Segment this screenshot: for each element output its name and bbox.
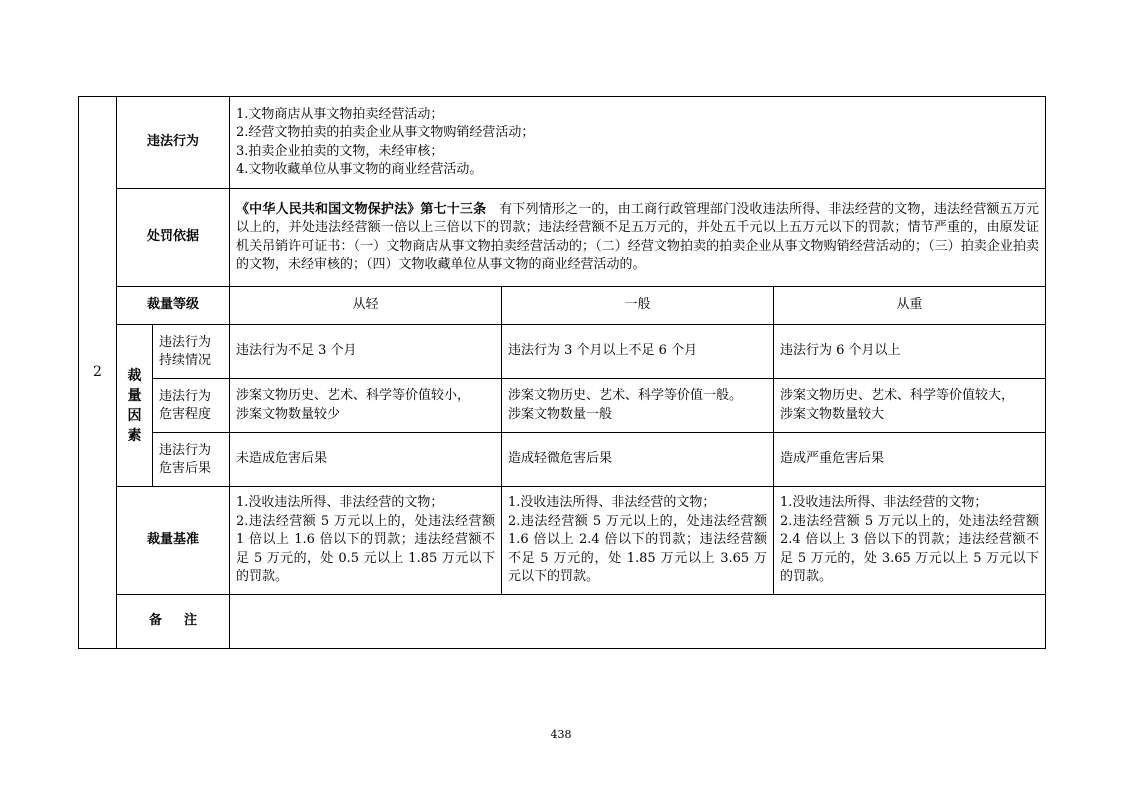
remark-row	[79, 595, 1046, 649]
row-number: 2	[79, 97, 117, 649]
factor-value-normal: 造成轻微危害后果	[502, 433, 774, 487]
remark-label: 备注	[117, 595, 230, 649]
factor-row-duration	[79, 325, 1046, 379]
law-text: 有下列情形之一的，由工商行政管理部门没收违法所得、非法经营的文物，违法经营额五万元以上的，并处违法经营额一倍以上三倍以下的罚款；违法经营额不足五万元的，并处五千元以上五万元以下的罚款；情节严重的，由原发证机关吊销许可证书：（一）文物商店从事文物拍卖经营活动的；（二）经营文物拍卖的拍卖企业从事文物购销经营活动的；（三）拍卖企业拍卖的文物，未经审核的；（四）文物收藏单位从事文物的商业经营活动的。	[236, 201, 1040, 272]
factor-value-line: 涉案文物历史、艺术、科学等价值一般。	[508, 388, 743, 403]
penalty-discretion-table	[78, 96, 1046, 649]
factor-label-char: 裁	[127, 367, 142, 384]
factor-name-duration	[153, 325, 230, 379]
factor-name-line: 违法行为	[159, 334, 212, 350]
factor-row-consequence	[79, 433, 1046, 487]
remark-value	[230, 595, 1046, 649]
factor-value-heavy: 违法行为 6 个月以上	[774, 325, 1046, 379]
factor-value-light: 未造成危害后果	[230, 433, 502, 487]
standard-heavy	[774, 487, 1046, 595]
standard-line: 2.违法经营额 5 万元以上的，处违法经营额 2.4 倍以上 3 倍以下的罚款；违法经营额不足 5 万元的，处 3.65 万元以上 5 万元以下的罚款。	[780, 513, 1040, 585]
grade-row	[79, 287, 1046, 325]
grade-level-light: 从轻	[230, 287, 502, 325]
standard-line: 1.没收违法所得、非法经营的文物；	[780, 495, 988, 511]
violation-item: 2.经营文物拍卖的拍卖企业从事文物购销经营活动；	[236, 125, 535, 140]
violation-item: 3.拍卖企业拍卖的文物，未经审核；	[236, 143, 444, 159]
factor-name-consequence	[153, 433, 230, 487]
standard-label: 裁量基准	[117, 487, 230, 595]
factor-name-line: 违法行为	[159, 442, 212, 458]
factor-value-line: 涉案文物数量一般	[508, 406, 613, 422]
factor-name-severity	[153, 379, 230, 433]
violation-row	[79, 97, 1046, 189]
factor-label-char: 素	[127, 427, 142, 444]
violation-item: 4.文物收藏单位从事文物的商业经营活动。	[236, 162, 483, 177]
factor-label-char: 量	[127, 387, 142, 404]
factor-name-line: 危害程度	[159, 406, 212, 422]
grade-level-normal: 一般	[502, 287, 774, 325]
factor-label	[117, 325, 153, 487]
factor-value-light: 违法行为不足 3 个月	[230, 325, 502, 379]
standard-normal	[502, 487, 774, 595]
violation-item: 1.文物商店从事文物拍卖经营活动；	[236, 106, 444, 122]
factor-value-heavy: 造成严重危害后果	[774, 433, 1046, 487]
grade-level-heavy: 从重	[774, 287, 1046, 325]
violation-items	[230, 97, 1046, 189]
standard-line: 1.没收违法所得、非法经营的文物；	[508, 495, 716, 511]
penalty-basis-label: 处罚依据	[117, 189, 230, 287]
factor-row-severity	[79, 379, 1046, 433]
violation-label: 违法行为	[117, 97, 230, 189]
factor-value-normal: 违法行为 3 个月以上不足 6 个月	[502, 325, 774, 379]
standard-line: 1.没收违法所得、非法经营的文物；	[236, 495, 444, 511]
standard-row	[79, 487, 1046, 595]
factor-value-normal	[502, 379, 774, 433]
penalty-basis-content	[230, 189, 1046, 287]
factor-label-char: 因	[127, 407, 142, 424]
factor-name-line: 危害后果	[159, 460, 212, 476]
factor-value-line: 涉案文物数量较大	[780, 406, 885, 422]
factor-value-heavy	[774, 379, 1046, 433]
page-number: 438	[550, 728, 572, 741]
factor-value-light	[230, 379, 502, 433]
penalty-basis-row	[79, 189, 1046, 287]
standard-light	[230, 487, 502, 595]
factor-name-line: 持续情况	[159, 352, 212, 368]
factor-value-line: 涉案文物历史、艺术、科学等价值较小，	[236, 388, 471, 403]
factor-value-line: 涉案文物历史、艺术、科学等价值较大，	[780, 388, 1015, 403]
standard-line: 2.违法经营额 5 万元以上的，处违法经营额 1.6 倍以上 2.4 倍以下的罚款；违法经营额不足 5 万元的，处 1.85 万元以上 3.65 万元以下的罚款。	[508, 513, 768, 585]
factor-value-line: 涉案文物数量较少	[236, 406, 341, 422]
grade-label: 裁量等级	[117, 287, 230, 325]
law-title: 《中华人民共和国文物保护法》第七十三条	[236, 201, 487, 217]
factor-name-line: 违法行为	[159, 388, 212, 404]
standard-line: 2.违法经营额 5 万元以上的，处违法经营额 1 倍以上 1.6 倍以下的罚款；违法经营额不足 5 万元的，处 0.5 元以上 1.85 万元以下的罚款。	[236, 513, 496, 585]
